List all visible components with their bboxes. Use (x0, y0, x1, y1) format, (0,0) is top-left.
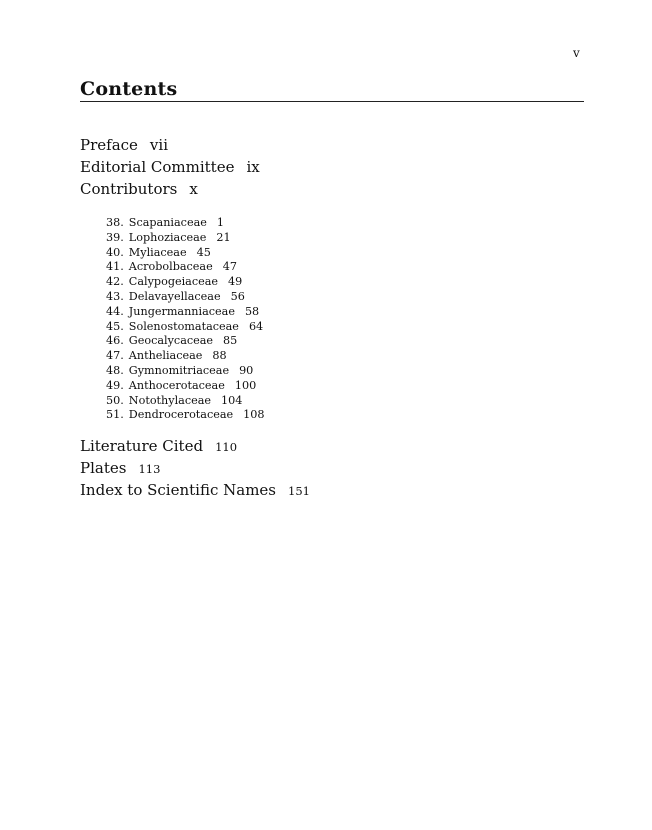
toc-entry-page: x (189, 180, 198, 198)
chapter-page: 58 (244, 304, 260, 318)
chapter-entry (106, 305, 265, 320)
toc-entry-label: Editorial Committee (80, 158, 235, 176)
chapter-name: Myliaceae (128, 245, 187, 259)
chapter-name: Geocalycaceae (128, 334, 214, 348)
toc-entry-label: Literature Cited (80, 437, 204, 455)
chapter-name: Dendrocerotaceae (128, 408, 234, 422)
toc-entry-page: vii (149, 136, 168, 154)
toc-entry-label: Index to Scientific Names (80, 481, 276, 499)
chapter-entry (106, 216, 265, 231)
chapter-number: 50. (106, 393, 124, 407)
chapter-page: 1 (216, 216, 224, 229)
chapter-entry (106, 334, 265, 349)
chapter-entry (106, 246, 265, 261)
toc-entry-label: Plates (80, 459, 127, 477)
chapter-number: 51. (106, 408, 124, 422)
page-number: v (573, 46, 580, 60)
toc-entry-editorial-committee (80, 156, 260, 178)
toc-entry-page: ix (246, 158, 260, 176)
chapter-number: 39. (106, 230, 124, 244)
chapter-entry (106, 364, 265, 379)
chapter-page: 85 (223, 334, 238, 348)
chapter-page: 45 (196, 245, 211, 259)
chapter-page: 88 (212, 349, 227, 363)
chapter-entry (106, 408, 265, 423)
chapter-entry (106, 394, 265, 409)
chapter-page: 64 (248, 319, 264, 333)
toc-entry-contributors (80, 178, 260, 200)
chapter-name: Jungermanniaceae (128, 304, 235, 318)
chapter-entry (106, 290, 265, 305)
toc-entry-label: Contributors (80, 180, 178, 198)
chapter-name: Scapaniaceae (128, 216, 207, 229)
chapter-name: Anthocerotaceae (128, 378, 225, 392)
toc-entry-page: 113 (138, 462, 161, 476)
toc-entry-index (80, 479, 310, 501)
chapter-number: 40. (106, 245, 124, 259)
chapter-page: 49 (228, 275, 243, 289)
chapter-entry (106, 260, 265, 275)
chapter-number: 43. (106, 289, 124, 303)
back-matter-list (80, 435, 310, 501)
chapter-number: 47. (106, 349, 124, 363)
chapter-page: 108 (243, 408, 265, 422)
chapter-entry (106, 320, 265, 335)
chapter-number: 48. (106, 363, 124, 377)
chapter-name: Calypogeiaceae (128, 275, 219, 289)
chapter-page: 104 (221, 393, 243, 407)
chapter-name: Solenostomataceae (128, 319, 239, 333)
toc-entry-page: 110 (215, 440, 238, 454)
chapter-name: Delavayellaceae (128, 289, 221, 303)
chapter-name: Notothylaceae (128, 393, 211, 407)
chapter-entry (106, 379, 265, 394)
chapter-list (106, 216, 265, 423)
chapter-number: 41. (106, 260, 124, 274)
chapter-page: 100 (234, 378, 257, 392)
toc-entry-plates (80, 457, 310, 479)
chapter-number: 42. (106, 275, 124, 289)
toc-entry-label: Preface (80, 136, 138, 154)
chapter-number: 44. (106, 304, 124, 318)
chapter-number: 38. (106, 216, 124, 229)
chapter-name: Lophoziaceae (128, 230, 207, 244)
chapter-page: 21 (216, 230, 231, 244)
toc-entry-page: 151 (288, 484, 310, 498)
chapter-number: 46. (106, 334, 124, 348)
chapter-number: 45. (106, 319, 124, 333)
chapter-entry (106, 231, 265, 246)
toc-entry-literature-cited (80, 435, 310, 457)
chapter-page: 56 (230, 289, 245, 303)
chapter-name: Gymnomitriaceae (128, 363, 230, 377)
toc-entry-preface (80, 134, 260, 156)
chapter-entry (106, 275, 265, 290)
title-rule (80, 101, 584, 102)
chapter-number: 49. (106, 378, 124, 392)
chapter-name: Antheliaceae (128, 349, 203, 363)
front-matter-list (80, 134, 260, 200)
page-title: Contents (80, 78, 178, 100)
chapter-page: 47 (222, 260, 237, 274)
chapter-name: Acrobolbaceae (128, 260, 213, 274)
chapter-entry (106, 349, 265, 364)
chapter-page: 90 (239, 363, 254, 377)
